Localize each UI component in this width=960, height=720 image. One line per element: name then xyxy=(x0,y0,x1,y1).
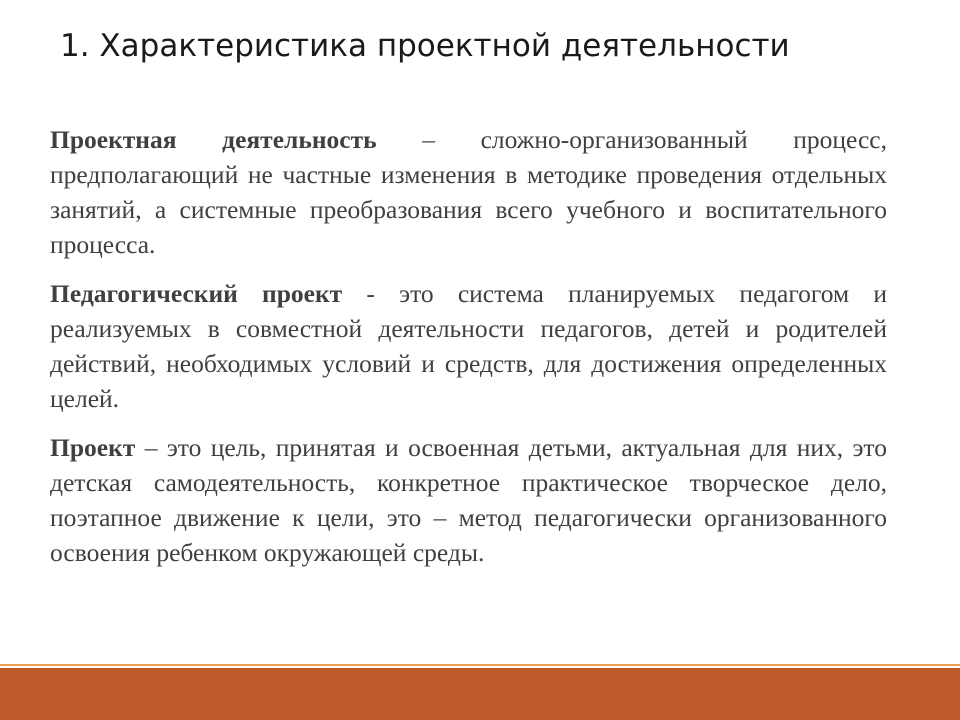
slide-title: 1. Характеристика проектной деятельности xyxy=(60,28,790,64)
definition-term: Проектная деятельность xyxy=(50,125,377,154)
footer-accent-line xyxy=(0,664,960,666)
definition-project xyxy=(50,430,887,570)
definition-text: – сложно-организованный процесс, предполагающий не частные изменения в методике проведения отдельных занятий, а системные преобразования всего учебного и воспитательного процесса. xyxy=(50,125,887,259)
footer-band xyxy=(0,668,960,720)
slide-content xyxy=(50,122,887,584)
definition-text: - это система планируемых педагогом и реализуемых в совместной деятельности педагогов, детей и родителей действий, необходимых условий и средств, для достижения определенных целей. xyxy=(50,279,887,413)
definition-project-activity xyxy=(50,122,887,262)
definition-term: Проект xyxy=(50,433,136,462)
definition-term: Педагогический проект xyxy=(50,279,343,308)
definition-text: – это цель, принятая и освоенная детьми, актуальная для них, это детская самодеятельность, конкретное практическое творческое дело, поэтапное движение к цели, это – метод педагогически организованного освоения ребенком окружающей среды. xyxy=(50,433,887,567)
definition-pedagogical-project xyxy=(50,276,887,416)
